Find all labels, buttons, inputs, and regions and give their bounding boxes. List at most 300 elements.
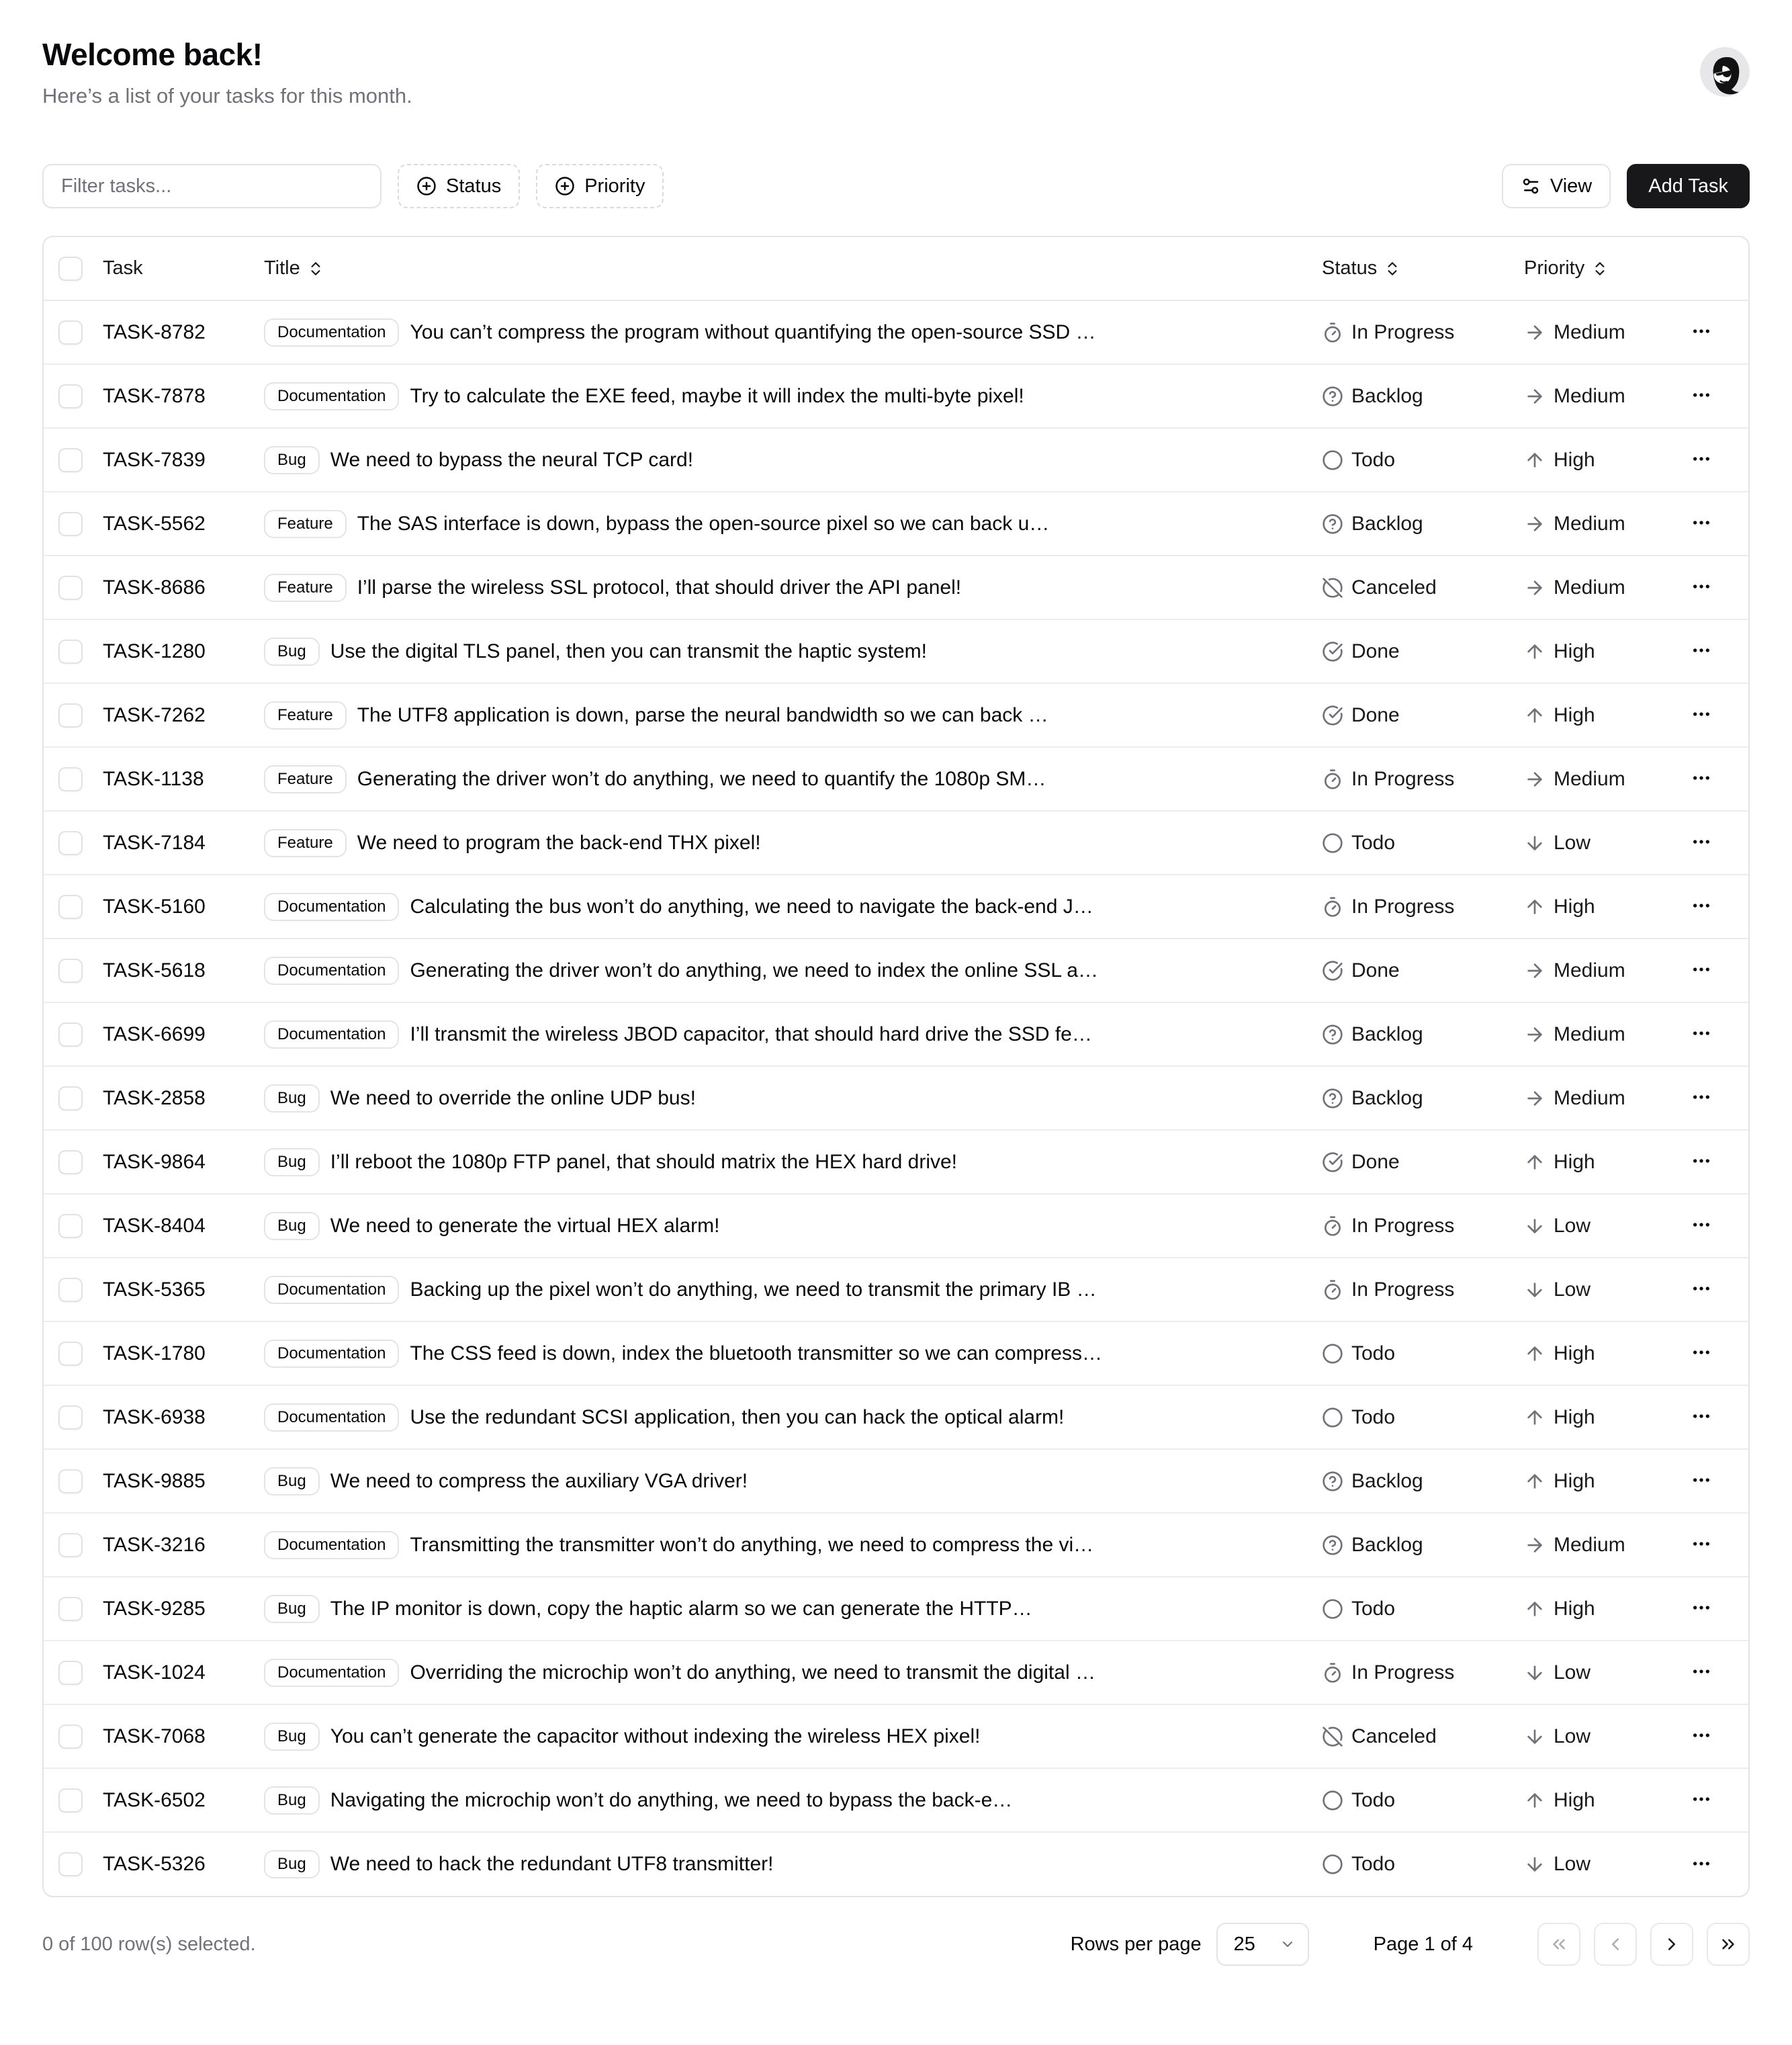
task-row bbox=[44, 1513, 1748, 1577]
column-header-task: Task bbox=[92, 237, 253, 300]
task-title: We need to compress the auxiliary VGA driver! bbox=[330, 1469, 748, 1492]
task-row bbox=[44, 1577, 1748, 1641]
row-checkbox[interactable] bbox=[58, 384, 83, 408]
task-label-badge: Feature bbox=[264, 701, 347, 730]
rows-per-page-label: Rows per page bbox=[1070, 1933, 1202, 1955]
timer-icon bbox=[1322, 769, 1343, 790]
arrow-right-icon bbox=[1524, 960, 1545, 982]
task-label-badge: Feature bbox=[264, 829, 347, 857]
task-label-badge: Bug bbox=[264, 1084, 320, 1113]
task-id: TASK-2858 bbox=[103, 1086, 206, 1109]
selection-summary: 0 of 100 row(s) selected. bbox=[42, 1933, 256, 1955]
status-text: Done bbox=[1351, 640, 1400, 662]
footer-right bbox=[1071, 1923, 1750, 1966]
circle-check-icon bbox=[1322, 705, 1343, 726]
status-text: Todo bbox=[1351, 1788, 1396, 1811]
row-checkbox[interactable] bbox=[58, 512, 83, 536]
last-page-button[interactable] bbox=[1707, 1923, 1750, 1966]
row-actions-button[interactable] bbox=[1685, 826, 1717, 860]
priority-text: High bbox=[1554, 1150, 1595, 1173]
ellipsis-icon bbox=[1691, 831, 1712, 853]
task-id: TASK-8686 bbox=[103, 576, 206, 599]
task-id: TASK-7878 bbox=[103, 384, 206, 407]
priority-text: Low bbox=[1554, 831, 1591, 854]
ellipsis-icon bbox=[1691, 1214, 1712, 1235]
row-actions-button[interactable] bbox=[1685, 1783, 1717, 1817]
ellipsis-icon bbox=[1691, 576, 1712, 597]
task-row bbox=[44, 1321, 1748, 1385]
row-checkbox[interactable] bbox=[58, 448, 83, 472]
row-checkbox[interactable] bbox=[58, 1278, 83, 1302]
row-actions-button[interactable] bbox=[1685, 1145, 1717, 1179]
avatar-illustration bbox=[1700, 47, 1750, 97]
row-actions-button[interactable] bbox=[1685, 379, 1717, 413]
row-checkbox[interactable] bbox=[58, 831, 83, 855]
task-row bbox=[44, 1385, 1748, 1449]
ellipsis-icon bbox=[1691, 959, 1712, 980]
table-footer bbox=[42, 1923, 1750, 1966]
ellipsis-icon bbox=[1691, 1597, 1712, 1618]
page-subtitle: Here’s a list of your tasks for this month. bbox=[42, 84, 412, 107]
table-header-row bbox=[44, 237, 1748, 300]
row-actions-button[interactable] bbox=[1685, 1336, 1717, 1370]
circle-off-icon bbox=[1322, 577, 1343, 599]
arrow-right-icon bbox=[1524, 1024, 1545, 1045]
task-title: Generating the driver won’t do anything, we need to quantify the 1080p SM… bbox=[357, 767, 1046, 790]
priority-text: High bbox=[1554, 640, 1595, 662]
rows-per-page-group bbox=[1071, 1923, 1309, 1966]
priority-text: High bbox=[1554, 1342, 1595, 1364]
ellipsis-icon bbox=[1691, 767, 1712, 789]
ellipsis-icon bbox=[1691, 1150, 1712, 1172]
timer-icon bbox=[1322, 1279, 1343, 1301]
task-title: Generating the driver won’t do anything, we need to index the online SSL a… bbox=[410, 959, 1098, 982]
status-text: Todo bbox=[1351, 1405, 1396, 1428]
task-label-badge: Documentation bbox=[264, 1659, 399, 1687]
task-id: TASK-7839 bbox=[103, 448, 206, 471]
task-title: Calculating the bus won’t do anything, we need to navigate the back-end J… bbox=[410, 895, 1093, 918]
status-text: Canceled bbox=[1351, 1725, 1437, 1747]
task-id: TASK-3216 bbox=[103, 1533, 206, 1556]
task-title: Backing up the pixel won’t do anything, we need to transmit the primary IB … bbox=[410, 1278, 1097, 1301]
row-actions-button[interactable] bbox=[1685, 570, 1717, 605]
priority-text: Medium bbox=[1554, 1533, 1625, 1556]
row-checkbox[interactable] bbox=[58, 320, 83, 345]
row-checkbox[interactable] bbox=[58, 1022, 83, 1047]
help-circle-icon bbox=[1322, 1088, 1343, 1109]
task-label-badge: Bug bbox=[264, 446, 320, 474]
ellipsis-icon bbox=[1691, 1278, 1712, 1299]
task-id: TASK-8404 bbox=[103, 1214, 206, 1237]
task-id: TASK-7068 bbox=[103, 1725, 206, 1747]
row-checkbox[interactable] bbox=[58, 1597, 83, 1621]
circle-icon bbox=[1322, 449, 1343, 471]
task-id: TASK-5365 bbox=[103, 1278, 206, 1301]
help-circle-icon bbox=[1322, 1471, 1343, 1492]
task-row bbox=[44, 1258, 1748, 1321]
circle-off-icon bbox=[1322, 1726, 1343, 1747]
row-checkbox[interactable] bbox=[58, 1342, 83, 1366]
view-options-icon bbox=[1521, 176, 1541, 196]
sort-by-status-button[interactable]: Status bbox=[1322, 257, 1401, 279]
row-actions-button[interactable] bbox=[1685, 698, 1717, 732]
row-actions-button[interactable] bbox=[1685, 1400, 1717, 1434]
task-label-badge: Documentation bbox=[264, 1531, 399, 1559]
priority-text: Medium bbox=[1554, 384, 1625, 407]
view-button-label: View bbox=[1550, 175, 1593, 197]
row-actions-button[interactable] bbox=[1685, 953, 1717, 988]
status-text: In Progress bbox=[1351, 895, 1455, 918]
sort-by-title-button[interactable]: Title bbox=[264, 257, 324, 279]
priority-text: High bbox=[1554, 1469, 1595, 1492]
column-header-status bbox=[1311, 237, 1513, 300]
ellipsis-icon bbox=[1691, 1022, 1712, 1044]
ellipsis-icon bbox=[1691, 512, 1712, 533]
ellipsis-icon bbox=[1691, 1086, 1712, 1108]
priority-text: High bbox=[1554, 895, 1595, 918]
row-actions-button[interactable] bbox=[1685, 1592, 1717, 1626]
row-checkbox[interactable] bbox=[58, 959, 83, 983]
task-id: TASK-9864 bbox=[103, 1150, 206, 1173]
task-title: I’ll reboot the 1080p FTP panel, that should matrix the HEX hard drive! bbox=[330, 1150, 957, 1173]
priority-text: Medium bbox=[1554, 959, 1625, 982]
circle-plus-icon bbox=[416, 176, 437, 196]
ellipsis-icon bbox=[1691, 1469, 1712, 1491]
chevrons-up-down-icon bbox=[1591, 260, 1609, 277]
rows-per-page-select[interactable] bbox=[1216, 1923, 1309, 1966]
task-label-badge: Documentation bbox=[264, 893, 399, 921]
status-text: Backlog bbox=[1351, 1086, 1423, 1109]
task-title: We need to bypass the neural TCP card! bbox=[330, 448, 694, 471]
task-label-badge: Feature bbox=[264, 574, 347, 602]
task-row bbox=[44, 1768, 1748, 1832]
priority-text: Medium bbox=[1554, 320, 1625, 343]
row-checkbox[interactable] bbox=[58, 703, 83, 728]
row-checkbox[interactable] bbox=[58, 1150, 83, 1174]
user-avatar[interactable] bbox=[1700, 47, 1750, 97]
priority-text: High bbox=[1554, 1788, 1595, 1811]
task-id: TASK-9285 bbox=[103, 1597, 206, 1620]
page-heading bbox=[42, 38, 412, 109]
timer-icon bbox=[1322, 896, 1343, 918]
task-row bbox=[44, 1002, 1748, 1066]
chevrons-up-down-icon bbox=[1384, 260, 1401, 277]
status-text: Todo bbox=[1351, 448, 1396, 471]
arrow-right-icon bbox=[1524, 1534, 1545, 1556]
row-checkbox[interactable] bbox=[58, 1852, 83, 1876]
task-title: We need to program the back-end THX pixel! bbox=[357, 831, 761, 854]
priority-text: High bbox=[1554, 448, 1595, 471]
status-text: In Progress bbox=[1351, 1214, 1455, 1237]
filter-tasks-input[interactable] bbox=[42, 164, 382, 208]
toolbar bbox=[42, 164, 1750, 208]
task-label-badge: Documentation bbox=[264, 1020, 399, 1049]
priority-text: Low bbox=[1554, 1278, 1591, 1301]
task-id: TASK-9885 bbox=[103, 1469, 206, 1492]
row-actions-button[interactable] bbox=[1685, 1017, 1717, 1051]
chevron-left-icon bbox=[1605, 1934, 1625, 1954]
task-row bbox=[44, 939, 1748, 1002]
arrow-right-icon bbox=[1524, 577, 1545, 599]
row-actions-button[interactable] bbox=[1685, 1847, 1717, 1882]
ellipsis-icon bbox=[1691, 320, 1712, 342]
timer-icon bbox=[1322, 1215, 1343, 1237]
ellipsis-icon bbox=[1691, 1342, 1712, 1363]
arrow-up-icon bbox=[1524, 1343, 1545, 1364]
task-title: We need to generate the virtual HEX alarm! bbox=[330, 1214, 720, 1237]
status-text: In Progress bbox=[1351, 767, 1455, 790]
chevrons-left-icon bbox=[1549, 1934, 1569, 1954]
timer-icon bbox=[1322, 1662, 1343, 1684]
task-row bbox=[44, 1449, 1748, 1513]
task-id: TASK-5160 bbox=[103, 895, 206, 918]
rows-per-page-value: 25 bbox=[1233, 1933, 1255, 1955]
row-actions-button[interactable] bbox=[1685, 443, 1717, 477]
task-id: TASK-6938 bbox=[103, 1405, 206, 1428]
status-text: Canceled bbox=[1351, 576, 1437, 599]
task-id: TASK-6502 bbox=[103, 1788, 206, 1811]
arrow-up-icon bbox=[1524, 896, 1545, 918]
task-title: We need to override the online UDP bus! bbox=[330, 1086, 696, 1109]
task-label-badge: Documentation bbox=[264, 957, 399, 985]
priority-filter-label: Priority bbox=[584, 175, 645, 197]
ellipsis-icon bbox=[1691, 1661, 1712, 1682]
priority-text: High bbox=[1554, 1597, 1595, 1620]
priority-text: Medium bbox=[1554, 512, 1625, 535]
circle-icon bbox=[1322, 1790, 1343, 1811]
help-circle-icon bbox=[1322, 1024, 1343, 1045]
arrow-up-icon bbox=[1524, 1471, 1545, 1492]
status-text: Todo bbox=[1351, 831, 1396, 854]
task-row bbox=[44, 1194, 1748, 1258]
circle-check-icon bbox=[1322, 960, 1343, 982]
priority-text: Low bbox=[1554, 1853, 1591, 1875]
row-actions-button[interactable] bbox=[1685, 1209, 1717, 1243]
help-circle-icon bbox=[1322, 386, 1343, 407]
status-text: Backlog bbox=[1351, 1533, 1423, 1556]
row-checkbox[interactable] bbox=[58, 1214, 83, 1238]
circle-icon bbox=[1322, 1343, 1343, 1364]
status-text: Done bbox=[1351, 1150, 1400, 1173]
row-actions-button[interactable] bbox=[1685, 1464, 1717, 1498]
arrow-right-icon bbox=[1524, 513, 1545, 535]
task-label-badge: Bug bbox=[264, 1723, 320, 1751]
task-title: We need to hack the redundant UTF8 transmitter! bbox=[330, 1853, 774, 1875]
help-circle-icon bbox=[1322, 1534, 1343, 1556]
task-id: TASK-6699 bbox=[103, 1022, 206, 1045]
row-actions-button[interactable] bbox=[1685, 634, 1717, 668]
task-row bbox=[44, 364, 1748, 428]
row-actions-button[interactable] bbox=[1685, 1655, 1717, 1690]
task-row bbox=[44, 428, 1748, 492]
status-text: Done bbox=[1351, 703, 1400, 726]
task-title: The SAS interface is down, bypass the open-source pixel so we can back u… bbox=[357, 512, 1050, 535]
task-label-badge: Bug bbox=[264, 1467, 320, 1495]
chevron-right-icon bbox=[1662, 1934, 1682, 1954]
priority-text: Low bbox=[1554, 1661, 1591, 1684]
select-all-checkbox[interactable] bbox=[58, 257, 83, 281]
previous-page-button[interactable] bbox=[1594, 1923, 1637, 1966]
tasks-table-card bbox=[42, 236, 1750, 1897]
row-checkbox[interactable] bbox=[58, 767, 83, 791]
task-title: The IP monitor is down, copy the haptic alarm so we can generate the HTTP… bbox=[330, 1597, 1032, 1620]
help-circle-icon bbox=[1322, 513, 1343, 535]
ellipsis-icon bbox=[1691, 1788, 1712, 1810]
task-id: TASK-1024 bbox=[103, 1661, 206, 1684]
circle-check-icon bbox=[1322, 641, 1343, 662]
page-title: Welcome back! bbox=[42, 37, 263, 72]
ellipsis-icon bbox=[1691, 1533, 1712, 1555]
row-actions-button[interactable] bbox=[1685, 1528, 1717, 1562]
task-label-badge: Bug bbox=[264, 638, 320, 666]
circle-icon bbox=[1322, 832, 1343, 854]
status-text: In Progress bbox=[1351, 1278, 1455, 1301]
arrow-down-icon bbox=[1524, 1726, 1545, 1747]
arrow-up-icon bbox=[1524, 1790, 1545, 1811]
circle-plus-icon bbox=[555, 176, 575, 196]
status-filter-label: Status bbox=[446, 175, 502, 197]
priority-text: Medium bbox=[1554, 1022, 1625, 1045]
ellipsis-icon bbox=[1691, 1853, 1712, 1874]
row-checkbox[interactable] bbox=[58, 1661, 83, 1685]
arrow-right-icon bbox=[1524, 1088, 1545, 1109]
row-checkbox[interactable] bbox=[58, 1469, 83, 1493]
task-id: TASK-8782 bbox=[103, 320, 206, 343]
task-title: Transmitting the transmitter won’t do anything, we need to compress the vi… bbox=[410, 1533, 1094, 1556]
status-text: In Progress bbox=[1351, 320, 1455, 343]
task-row bbox=[44, 875, 1748, 939]
arrow-down-icon bbox=[1524, 1215, 1545, 1237]
task-row bbox=[44, 1704, 1748, 1768]
priority-text: High bbox=[1554, 703, 1595, 726]
task-title: Try to calculate the EXE feed, maybe it will index the multi-byte pixel! bbox=[410, 384, 1024, 407]
row-checkbox[interactable] bbox=[58, 640, 83, 664]
circle-icon bbox=[1322, 1598, 1343, 1620]
task-label-badge: Documentation bbox=[264, 1340, 399, 1368]
circle-icon bbox=[1322, 1407, 1343, 1428]
row-actions-button[interactable] bbox=[1685, 762, 1717, 796]
row-actions-button[interactable] bbox=[1685, 1272, 1717, 1307]
row-actions-button[interactable] bbox=[1685, 1081, 1717, 1115]
status-text: Backlog bbox=[1351, 512, 1423, 535]
task-id: TASK-7184 bbox=[103, 831, 206, 854]
page-info: Page 1 of 4 bbox=[1373, 1933, 1473, 1955]
status-filter-button[interactable] bbox=[398, 164, 520, 208]
toolbar-right bbox=[1502, 164, 1750, 208]
task-row bbox=[44, 1641, 1748, 1704]
priority-text: Low bbox=[1554, 1725, 1591, 1747]
status-text: Todo bbox=[1351, 1597, 1396, 1620]
task-label-badge: Documentation bbox=[264, 1276, 399, 1304]
circle-icon bbox=[1322, 1854, 1343, 1875]
task-label-badge: Feature bbox=[264, 765, 347, 793]
view-button[interactable] bbox=[1502, 164, 1611, 208]
row-checkbox[interactable] bbox=[58, 895, 83, 919]
task-id: TASK-5562 bbox=[103, 512, 206, 535]
task-label-badge: Documentation bbox=[264, 382, 399, 410]
column-header-title bbox=[253, 237, 1311, 300]
status-text: In Progress bbox=[1351, 1661, 1455, 1684]
row-checkbox[interactable] bbox=[58, 576, 83, 600]
task-row bbox=[44, 1066, 1748, 1130]
task-row bbox=[44, 1130, 1748, 1194]
ellipsis-icon bbox=[1691, 384, 1712, 406]
task-row bbox=[44, 811, 1748, 875]
row-checkbox[interactable] bbox=[58, 1086, 83, 1111]
task-label-badge: Documentation bbox=[264, 1403, 399, 1432]
row-checkbox[interactable] bbox=[58, 1533, 83, 1557]
task-title: I’ll parse the wireless SSL protocol, that should driver the API panel! bbox=[357, 576, 962, 599]
arrow-down-icon bbox=[1524, 1662, 1545, 1684]
tasks-table bbox=[44, 237, 1748, 1896]
status-text: Backlog bbox=[1351, 1469, 1423, 1492]
row-actions-button[interactable] bbox=[1685, 507, 1717, 541]
ellipsis-icon bbox=[1691, 448, 1712, 470]
task-label-badge: Bug bbox=[264, 1595, 320, 1623]
row-actions-button[interactable] bbox=[1685, 315, 1717, 349]
task-row bbox=[44, 492, 1748, 556]
arrow-right-icon bbox=[1524, 322, 1545, 343]
sort-by-priority-button[interactable]: Priority bbox=[1524, 257, 1609, 279]
task-row bbox=[44, 619, 1748, 683]
task-label-badge: Bug bbox=[264, 1850, 320, 1878]
task-label-badge: Bug bbox=[264, 1148, 320, 1176]
task-id: TASK-5618 bbox=[103, 959, 206, 982]
task-title: The UTF8 application is down, parse the neural bandwidth so we can back … bbox=[357, 703, 1048, 726]
chevron-down-icon bbox=[1280, 1936, 1296, 1952]
status-text: Backlog bbox=[1351, 1022, 1423, 1045]
arrow-up-icon bbox=[1524, 1151, 1545, 1173]
arrow-up-icon bbox=[1524, 1598, 1545, 1620]
task-title: I’ll transmit the wireless JBOD capacitor, that should hard drive the SSD fe… bbox=[410, 1022, 1092, 1045]
priority-text: Medium bbox=[1554, 576, 1625, 599]
add-task-button[interactable] bbox=[1627, 164, 1750, 208]
priority-text: High bbox=[1554, 1405, 1595, 1428]
row-actions-button[interactable] bbox=[1685, 1719, 1717, 1753]
priority-filter-button[interactable] bbox=[536, 164, 664, 208]
arrow-down-icon bbox=[1524, 832, 1545, 854]
task-title: Use the digital TLS panel, then you can transmit the haptic system! bbox=[330, 640, 927, 662]
row-checkbox[interactable] bbox=[58, 1788, 83, 1813]
task-title: You can’t compress the program without quantifying the open-source SSD … bbox=[410, 320, 1096, 343]
row-checkbox[interactable] bbox=[58, 1405, 83, 1430]
row-checkbox[interactable] bbox=[58, 1725, 83, 1749]
row-actions-button[interactable] bbox=[1685, 889, 1717, 924]
chevrons-up-down-icon bbox=[307, 260, 324, 277]
first-page-button[interactable] bbox=[1537, 1923, 1580, 1966]
ellipsis-icon bbox=[1691, 703, 1712, 725]
next-page-button[interactable] bbox=[1650, 1923, 1693, 1966]
arrow-up-icon bbox=[1524, 641, 1545, 662]
task-label-badge: Feature bbox=[264, 510, 347, 538]
task-row bbox=[44, 747, 1748, 811]
circle-check-icon bbox=[1322, 1151, 1343, 1173]
arrow-up-icon bbox=[1524, 449, 1545, 471]
ellipsis-icon bbox=[1691, 1405, 1712, 1427]
task-row bbox=[44, 300, 1748, 364]
status-text: Todo bbox=[1351, 1853, 1396, 1875]
task-id: TASK-5326 bbox=[103, 1853, 206, 1875]
arrow-down-icon bbox=[1524, 1279, 1545, 1301]
task-title: You can’t generate the capacitor without indexing the wireless HEX pixel! bbox=[330, 1725, 981, 1747]
task-id: TASK-1280 bbox=[103, 640, 206, 662]
task-title: Overriding the microchip won’t do anything, we need to transmit the digital … bbox=[410, 1661, 1095, 1684]
ellipsis-icon bbox=[1691, 640, 1712, 661]
arrow-right-icon bbox=[1524, 386, 1545, 407]
status-text: Backlog bbox=[1351, 384, 1423, 407]
ellipsis-icon bbox=[1691, 1725, 1712, 1746]
arrow-down-icon bbox=[1524, 1854, 1545, 1875]
